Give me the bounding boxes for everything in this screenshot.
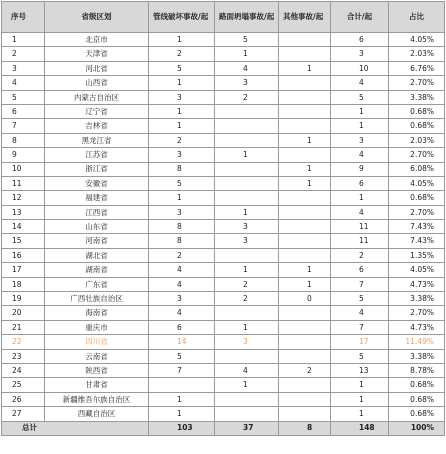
- cell-total: 1: [331, 392, 389, 406]
- cell-pipeline: 1: [149, 104, 215, 118]
- cell-pipeline: 2: [149, 133, 215, 147]
- cell-total: 5: [331, 90, 389, 104]
- table-row: [2, 335, 445, 349]
- cell-share: 2.70%: [389, 306, 445, 320]
- cell-index: 15: [2, 234, 45, 248]
- cell-total: 3: [331, 47, 389, 61]
- cell-pipeline: 2: [149, 248, 215, 262]
- cell-other: [279, 148, 331, 162]
- cell-region: 江苏省: [45, 148, 149, 162]
- cell-share: 3.38%: [389, 292, 445, 306]
- cell-region: 云南省: [45, 349, 149, 363]
- cell-pipeline: 1: [149, 33, 215, 47]
- cell-total: 13: [331, 363, 389, 377]
- cell-share: 4.05%: [389, 263, 445, 277]
- table-row: [2, 176, 445, 190]
- cell-total: 7: [331, 320, 389, 334]
- cell-pipeline: 5: [149, 176, 215, 190]
- cell-pipeline: 7: [149, 363, 215, 377]
- cell-index: 23: [2, 349, 45, 363]
- cell-pipeline: 4: [149, 277, 215, 291]
- cell-total: 6: [331, 176, 389, 190]
- cell-road: 5: [215, 33, 279, 47]
- cell-road: [215, 104, 279, 118]
- cell-region: 湖北省: [45, 248, 149, 262]
- cell-index: 27: [2, 407, 45, 421]
- cell-other: 1: [279, 133, 331, 147]
- cell-total: 1: [331, 407, 389, 421]
- cell-other: [279, 248, 331, 262]
- header-other: 其他事故/起: [279, 2, 331, 33]
- cell-share: 0.68%: [389, 392, 445, 406]
- table-row: [2, 407, 445, 421]
- table-row: [2, 133, 445, 147]
- cell-pipeline: 5: [149, 349, 215, 363]
- table-row: [2, 349, 445, 363]
- total-pipeline: 103: [149, 421, 215, 435]
- cell-pipeline: 3: [149, 148, 215, 162]
- cell-index: 12: [2, 191, 45, 205]
- cell-region: 黑龙江省: [45, 133, 149, 147]
- cell-region: 山东省: [45, 220, 149, 234]
- cell-region: 海南省: [45, 306, 149, 320]
- cell-share: 2.03%: [389, 133, 445, 147]
- cell-share: 2.70%: [389, 148, 445, 162]
- cell-region: 四川省: [45, 335, 149, 349]
- cell-region: 江西省: [45, 205, 149, 219]
- cell-region: 广东省: [45, 277, 149, 291]
- cell-share: 6.08%: [389, 162, 445, 176]
- cell-other: [279, 220, 331, 234]
- header-region: 省级区划: [45, 2, 149, 33]
- cell-pipeline: 4: [149, 263, 215, 277]
- cell-pipeline: 1: [149, 119, 215, 133]
- cell-road: [215, 349, 279, 363]
- table-row: [2, 220, 445, 234]
- cell-total: 7: [331, 277, 389, 291]
- cell-index: 6: [2, 104, 45, 118]
- cell-other: [279, 119, 331, 133]
- cell-pipeline: 5: [149, 61, 215, 75]
- cell-region: 重庆市: [45, 320, 149, 334]
- cell-other: [279, 392, 331, 406]
- cell-index: 19: [2, 292, 45, 306]
- cell-total: 6: [331, 33, 389, 47]
- table-row: [2, 392, 445, 406]
- cell-pipeline: 3: [149, 205, 215, 219]
- cell-share: 0.68%: [389, 191, 445, 205]
- cell-total: 4: [331, 306, 389, 320]
- table-row: [2, 306, 445, 320]
- cell-region: 辽宁省: [45, 104, 149, 118]
- cell-road: 2: [215, 277, 279, 291]
- cell-road: 1: [215, 378, 279, 392]
- cell-share: 3.38%: [389, 349, 445, 363]
- cell-region: 吉林省: [45, 119, 149, 133]
- cell-region: 福建省: [45, 191, 149, 205]
- cell-road: 2: [215, 292, 279, 306]
- cell-other: 1: [279, 277, 331, 291]
- cell-region: 陕西省: [45, 363, 149, 377]
- total-total: 148: [331, 421, 389, 435]
- table-row: [2, 33, 445, 47]
- cell-total: 1: [331, 119, 389, 133]
- header-row: [2, 2, 445, 33]
- table-row: [2, 320, 445, 334]
- cell-road: 1: [215, 205, 279, 219]
- cell-total: 1: [331, 104, 389, 118]
- cell-pipeline: 3: [149, 292, 215, 306]
- cell-other: [279, 205, 331, 219]
- cell-other: 1: [279, 263, 331, 277]
- table-row: [2, 234, 445, 248]
- cell-share: 2.70%: [389, 205, 445, 219]
- cell-share: 8.78%: [389, 363, 445, 377]
- cell-other: 0: [279, 292, 331, 306]
- cell-region: 河北省: [45, 61, 149, 75]
- total-row: [2, 421, 445, 435]
- cell-index: 11: [2, 176, 45, 190]
- cell-other: [279, 76, 331, 90]
- table-row: [2, 47, 445, 61]
- cell-other: [279, 378, 331, 392]
- cell-pipeline: 6: [149, 320, 215, 334]
- cell-pipeline: 4: [149, 306, 215, 320]
- cell-pipeline: 1: [149, 191, 215, 205]
- cell-index: 4: [2, 76, 45, 90]
- cell-total: 17: [331, 335, 389, 349]
- cell-share: 1.35%: [389, 248, 445, 262]
- cell-other: 1: [279, 61, 331, 75]
- table-row: [2, 363, 445, 377]
- cell-index: 16: [2, 248, 45, 262]
- total-label: 总计: [2, 421, 149, 435]
- cell-share: 7.43%: [389, 220, 445, 234]
- cell-other: [279, 47, 331, 61]
- cell-share: 4.05%: [389, 176, 445, 190]
- cell-share: 0.68%: [389, 104, 445, 118]
- cell-index: 13: [2, 205, 45, 219]
- cell-index: 14: [2, 220, 45, 234]
- table-row: [2, 277, 445, 291]
- header-road: 路面坍塌事故/起: [215, 2, 279, 33]
- cell-pipeline: 1: [149, 392, 215, 406]
- table-row: [2, 104, 445, 118]
- cell-road: [215, 248, 279, 262]
- cell-road: [215, 191, 279, 205]
- cell-road: 2: [215, 90, 279, 104]
- header-total: 合计/起: [331, 2, 389, 33]
- table-row: [2, 205, 445, 219]
- cell-share: 7.43%: [389, 234, 445, 248]
- cell-region: 广西壮族自治区: [45, 292, 149, 306]
- table-row: [2, 90, 445, 104]
- cell-share: 0.68%: [389, 378, 445, 392]
- cell-index: 7: [2, 119, 45, 133]
- cell-index: 3: [2, 61, 45, 75]
- cell-region: 安徽省: [45, 176, 149, 190]
- cell-other: [279, 234, 331, 248]
- cell-total: 5: [331, 349, 389, 363]
- cell-road: 1: [215, 148, 279, 162]
- cell-region: 西藏自治区: [45, 407, 149, 421]
- cell-pipeline: 8: [149, 234, 215, 248]
- cell-road: 4: [215, 363, 279, 377]
- cell-share: 0.68%: [389, 407, 445, 421]
- table-row: [2, 76, 445, 90]
- cell-road: [215, 392, 279, 406]
- cell-other: [279, 407, 331, 421]
- table-row: [2, 248, 445, 262]
- table-row: [2, 263, 445, 277]
- cell-share: 2.70%: [389, 76, 445, 90]
- cell-region: 河南省: [45, 234, 149, 248]
- table-row: [2, 162, 445, 176]
- cell-total: 4: [331, 205, 389, 219]
- cell-pipeline: 1: [149, 76, 215, 90]
- cell-other: [279, 320, 331, 334]
- cell-road: [215, 133, 279, 147]
- cell-road: [215, 119, 279, 133]
- table-row: [2, 61, 445, 75]
- cell-road: [215, 306, 279, 320]
- cell-region: 湖南省: [45, 263, 149, 277]
- cell-other: [279, 335, 331, 349]
- cell-road: 3: [215, 234, 279, 248]
- cell-share: 6.76%: [389, 61, 445, 75]
- cell-road: 4: [215, 61, 279, 75]
- cell-pipeline: 8: [149, 162, 215, 176]
- cell-total: 2: [331, 248, 389, 262]
- cell-index: 2: [2, 47, 45, 61]
- cell-region: 新疆维吾尔族自治区: [45, 392, 149, 406]
- table-body: [2, 33, 445, 422]
- cell-index: 18: [2, 277, 45, 291]
- cell-road: 1: [215, 320, 279, 334]
- cell-total: 1: [331, 378, 389, 392]
- cell-index: 24: [2, 363, 45, 377]
- table-row: [2, 191, 445, 205]
- cell-pipeline: 1: [149, 407, 215, 421]
- cell-other: [279, 90, 331, 104]
- cell-index: 21: [2, 320, 45, 334]
- accident-statistics-table: [1, 1, 445, 436]
- cell-road: 3: [215, 220, 279, 234]
- table-row: [2, 119, 445, 133]
- cell-road: [215, 162, 279, 176]
- cell-other: [279, 104, 331, 118]
- total-share: 100%: [389, 421, 445, 435]
- table-row: [2, 148, 445, 162]
- cell-share: 3.38%: [389, 90, 445, 104]
- cell-share: 4.73%: [389, 277, 445, 291]
- cell-other: [279, 306, 331, 320]
- cell-total: 1: [331, 191, 389, 205]
- header-pipeline: 管线破坏事故/起: [149, 2, 215, 33]
- cell-road: 1: [215, 47, 279, 61]
- cell-index: 1: [2, 33, 45, 47]
- cell-index: 25: [2, 378, 45, 392]
- cell-region: 天津省: [45, 47, 149, 61]
- cell-total: 11: [331, 234, 389, 248]
- cell-index: 5: [2, 90, 45, 104]
- cell-index: 8: [2, 133, 45, 147]
- cell-index: 10: [2, 162, 45, 176]
- cell-road: 1: [215, 263, 279, 277]
- cell-total: 4: [331, 148, 389, 162]
- cell-index: 26: [2, 392, 45, 406]
- cell-total: 11: [331, 220, 389, 234]
- cell-total: 10: [331, 61, 389, 75]
- cell-region: 内蒙古自治区: [45, 90, 149, 104]
- cell-pipeline: 2: [149, 47, 215, 61]
- cell-pipeline: 3: [149, 90, 215, 104]
- cell-total: 4: [331, 76, 389, 90]
- cell-index: 9: [2, 148, 45, 162]
- cell-road: 3: [215, 76, 279, 90]
- header-share: 占比: [389, 2, 445, 33]
- cell-index: 17: [2, 263, 45, 277]
- table-row: [2, 378, 445, 392]
- cell-total: 3: [331, 133, 389, 147]
- cell-other: [279, 349, 331, 363]
- cell-pipeline: [149, 378, 215, 392]
- cell-other: [279, 33, 331, 47]
- cell-share: 4.73%: [389, 320, 445, 334]
- cell-other: 2: [279, 363, 331, 377]
- cell-other: 1: [279, 176, 331, 190]
- cell-other: 1: [279, 162, 331, 176]
- cell-share: 0.68%: [389, 119, 445, 133]
- cell-pipeline: 8: [149, 220, 215, 234]
- cell-region: 浙江省: [45, 162, 149, 176]
- cell-region: 山西省: [45, 76, 149, 90]
- table-row: [2, 292, 445, 306]
- cell-index: 22: [2, 335, 45, 349]
- header-index: 序号: [2, 2, 45, 33]
- cell-share: 4.05%: [389, 33, 445, 47]
- total-road: 37: [215, 421, 279, 435]
- total-other: 8: [279, 421, 331, 435]
- cell-total: 5: [331, 292, 389, 306]
- cell-share: 11.49%: [389, 335, 445, 349]
- cell-region: 北京市: [45, 33, 149, 47]
- cell-total: 9: [331, 162, 389, 176]
- cell-road: 3: [215, 335, 279, 349]
- cell-region: 甘肃省: [45, 378, 149, 392]
- cell-share: 2.03%: [389, 47, 445, 61]
- cell-other: [279, 191, 331, 205]
- cell-road: [215, 407, 279, 421]
- cell-road: [215, 176, 279, 190]
- cell-pipeline: 14: [149, 335, 215, 349]
- cell-total: 6: [331, 263, 389, 277]
- cell-index: 20: [2, 306, 45, 320]
